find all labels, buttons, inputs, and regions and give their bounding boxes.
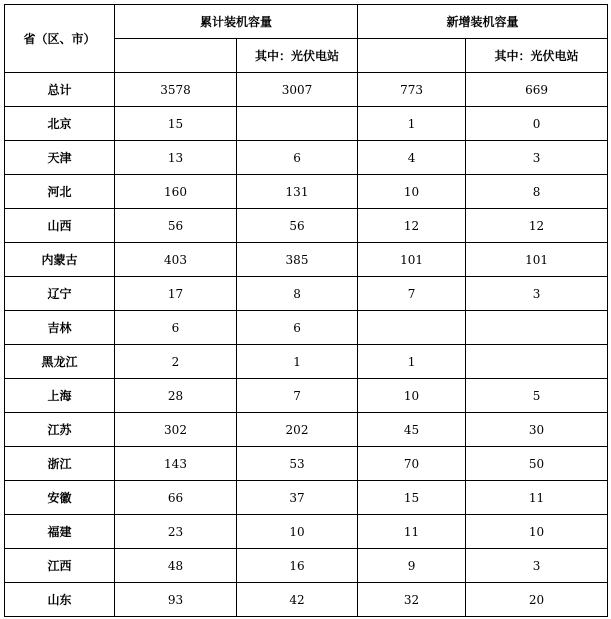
new-added-pv-cell <box>466 345 608 379</box>
province-cell: 安徽 <box>5 481 115 515</box>
new-added-cell: 10 <box>358 379 466 413</box>
header-new-added: 新增装机容量 <box>358 5 608 39</box>
cumulative-cell: 143 <box>115 447 237 481</box>
cumulative-cell: 403 <box>115 243 237 277</box>
cumulative-cell: 56 <box>115 209 237 243</box>
cumulative-pv-cell: 1 <box>237 345 358 379</box>
table-row <box>5 107 608 141</box>
new-added-pv-cell: 8 <box>466 175 608 209</box>
table-row <box>5 311 608 345</box>
new-added-cell: 7 <box>358 277 466 311</box>
new-added-cell: 45 <box>358 413 466 447</box>
cumulative-cell: 93 <box>115 583 237 617</box>
province-cell: 山西 <box>5 209 115 243</box>
cumulative-pv-cell: 6 <box>237 311 358 345</box>
new-added-pv-cell: 101 <box>466 243 608 277</box>
table-row <box>5 209 608 243</box>
province-cell: 河北 <box>5 175 115 209</box>
new-added-cell: 1 <box>358 345 466 379</box>
new-added-pv-cell: 5 <box>466 379 608 413</box>
province-cell: 北京 <box>5 107 115 141</box>
table-row <box>5 175 608 209</box>
cumulative-pv-cell: 16 <box>237 549 358 583</box>
new-added-cell: 773 <box>358 73 466 107</box>
cumulative-cell: 6 <box>115 311 237 345</box>
header-new-pv: 其中：光伏电站 <box>466 39 608 73</box>
new-added-pv-cell: 50 <box>466 447 608 481</box>
cumulative-pv-cell: 3007 <box>237 73 358 107</box>
province-cell: 总计 <box>5 73 115 107</box>
province-cell: 黑龙江 <box>5 345 115 379</box>
cumulative-pv-cell: 37 <box>237 481 358 515</box>
cumulative-cell: 3578 <box>115 73 237 107</box>
new-added-cell: 101 <box>358 243 466 277</box>
cumulative-cell: 13 <box>115 141 237 175</box>
table-row <box>5 141 608 175</box>
header-cumulative: 累计装机容量 <box>115 5 358 39</box>
table-row <box>5 243 608 277</box>
province-cell: 天津 <box>5 141 115 175</box>
cumulative-cell: 17 <box>115 277 237 311</box>
new-added-pv-cell: 3 <box>466 141 608 175</box>
new-added-pv-cell: 3 <box>466 549 608 583</box>
new-added-pv-cell: 669 <box>466 73 608 107</box>
new-added-cell: 4 <box>358 141 466 175</box>
new-added-cell: 1 <box>358 107 466 141</box>
cumulative-cell: 160 <box>115 175 237 209</box>
new-added-cell: 11 <box>358 515 466 549</box>
province-cell: 浙江 <box>5 447 115 481</box>
new-added-cell: 32 <box>358 583 466 617</box>
new-added-cell: 9 <box>358 549 466 583</box>
cumulative-pv-cell: 10 <box>237 515 358 549</box>
new-added-cell: 70 <box>358 447 466 481</box>
new-added-pv-cell: 30 <box>466 413 608 447</box>
table-row <box>5 515 608 549</box>
capacity-table <box>4 4 608 617</box>
cumulative-pv-cell: 56 <box>237 209 358 243</box>
cumulative-cell: 48 <box>115 549 237 583</box>
cumulative-cell: 302 <box>115 413 237 447</box>
header-cumulative-pv: 其中：光伏电站 <box>237 39 358 73</box>
new-added-pv-cell: 12 <box>466 209 608 243</box>
cumulative-cell: 66 <box>115 481 237 515</box>
province-cell: 山东 <box>5 583 115 617</box>
new-added-cell: 15 <box>358 481 466 515</box>
cumulative-pv-cell: 7 <box>237 379 358 413</box>
new-added-pv-cell: 11 <box>466 481 608 515</box>
province-cell: 江苏 <box>5 413 115 447</box>
cumulative-pv-cell: 385 <box>237 243 358 277</box>
new-added-pv-cell: 0 <box>466 107 608 141</box>
header-province: 省（区、市） <box>5 5 115 73</box>
province-cell: 辽宁 <box>5 277 115 311</box>
cumulative-cell: 28 <box>115 379 237 413</box>
table-row <box>5 379 608 413</box>
table-row <box>5 447 608 481</box>
cumulative-cell: 23 <box>115 515 237 549</box>
table-row <box>5 549 608 583</box>
table-row <box>5 583 608 617</box>
new-added-cell <box>358 311 466 345</box>
table-row <box>5 345 608 379</box>
cumulative-pv-cell: 202 <box>237 413 358 447</box>
new-added-cell: 12 <box>358 209 466 243</box>
cumulative-pv-cell: 42 <box>237 583 358 617</box>
table-row <box>5 277 608 311</box>
cumulative-cell: 2 <box>115 345 237 379</box>
table-row <box>5 413 608 447</box>
table-row <box>5 481 608 515</box>
province-cell: 内蒙古 <box>5 243 115 277</box>
province-cell: 福建 <box>5 515 115 549</box>
cumulative-pv-cell: 8 <box>237 277 358 311</box>
new-added-pv-cell: 3 <box>466 277 608 311</box>
new-added-pv-cell <box>466 311 608 345</box>
cumulative-pv-cell: 131 <box>237 175 358 209</box>
cumulative-pv-cell: 6 <box>237 141 358 175</box>
cumulative-pv-cell <box>237 107 358 141</box>
table-row <box>5 73 608 107</box>
province-cell: 吉林 <box>5 311 115 345</box>
province-cell: 江西 <box>5 549 115 583</box>
province-cell: 上海 <box>5 379 115 413</box>
new-added-cell: 10 <box>358 175 466 209</box>
new-added-pv-cell: 20 <box>466 583 608 617</box>
table-body <box>5 73 608 617</box>
cumulative-pv-cell: 53 <box>237 447 358 481</box>
header-new-total <box>358 39 466 73</box>
cumulative-cell: 15 <box>115 107 237 141</box>
new-added-pv-cell: 10 <box>466 515 608 549</box>
header-cumulative-total <box>115 39 237 73</box>
